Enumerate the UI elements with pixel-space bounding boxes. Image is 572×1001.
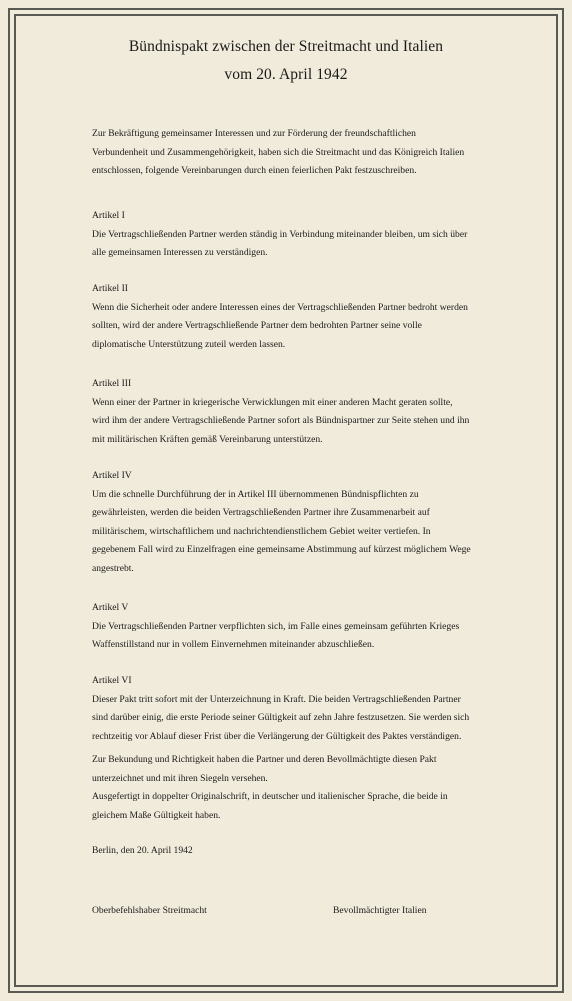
article-line: alle gemeinsamen Interessen zu verständigen. xyxy=(92,247,268,258)
article-5 xyxy=(92,599,492,655)
article-4 xyxy=(92,467,492,578)
article-line: diplomatische Unterstützung zuteil werden lassen. xyxy=(92,338,286,350)
article-2 xyxy=(92,280,492,354)
article-heading: Artikel V xyxy=(92,602,129,613)
article-line: gegebenem Fall wird zu Einzelfragen eine gemeinsame Abstimmung auf kürzest möglichem Wege xyxy=(92,544,471,555)
article-heading: Artikel I xyxy=(92,210,125,221)
closing-paragraph xyxy=(92,751,492,825)
preamble xyxy=(92,125,492,181)
article-line: wird ihm der andere Vertragschließende Partner sofort als Bündnispartner zur Seite stehen und ihn xyxy=(92,415,470,426)
document-date-title: vom 20. April 1942 xyxy=(224,66,348,83)
article-1 xyxy=(92,207,492,263)
article-line: militärischem, wirtschaftlichem und nachrichtendienstlichem Gebiet weiter vertiefen. In xyxy=(92,525,431,537)
article-line: rechtzeitig vor Ablauf dieser Frist über die Verlängerung der Gültigkeit des Paktes verständigen. xyxy=(92,730,462,742)
article-line: gewährleisten, werden die beiden Vertragschließenden Partner ihre Zusammenarbeit auf xyxy=(92,507,430,518)
article-line: mit militärischen Kräften gemäß Vereinbarung unterstützen. xyxy=(92,433,323,445)
article-6 xyxy=(92,672,492,746)
place-date: Berlin, den 20. April 1942 xyxy=(92,845,193,856)
preamble-line: Verbundenheit und Zusammengehörigkeit, haben sich die Streitmacht und das Königreich Italien xyxy=(92,146,465,158)
article-line: Die Vertragschließenden Partner verpflichten sich, im Falle eines gemeinsam geführten Krieges xyxy=(92,620,460,632)
article-heading: Artikel VI xyxy=(92,675,132,686)
signatory-left: Oberbefehlshaber Streitmacht xyxy=(92,905,207,916)
article-heading: Artikel III xyxy=(92,378,132,389)
article-3 xyxy=(92,375,492,449)
preamble-line: Zur Bekräftigung gemeinsamer Interessen und zur Förderung der freundschaftlichen xyxy=(92,128,416,139)
article-heading: Artikel II xyxy=(92,283,128,294)
article-line: Dieser Pakt tritt sofort mit der Unterzeichnung in Kraft. Die beiden Vertragschließenden Partner xyxy=(92,693,461,705)
article-line: angestrebt. xyxy=(92,562,134,574)
article-heading: Artikel IV xyxy=(92,470,132,481)
closing-line: unterzeichnet und mit ihren Siegeln versehen. xyxy=(92,772,268,784)
preamble-line: entschlossen, folgende Vereinbarungen durch einen feierlichen Pakt festzuschreiben. xyxy=(92,165,417,176)
article-line: Wenn einer der Partner in kriegerische Verwicklungen mit einer anderen Macht geraten sollte, xyxy=(92,396,453,408)
closing-line: Ausgefertigt in doppelter Originalschrift, in deutscher und italienischer Sprache, die beide in xyxy=(92,791,448,802)
closing-line: gleichem Maße Gültigkeit haben. xyxy=(92,809,221,821)
article-line: Waffenstillstand nur in vollem Einvernehmen miteinander abzuschließen. xyxy=(92,639,375,650)
article-line: Um die schnelle Durchführung der in Artikel III übernommenen Bündnispflichten zu xyxy=(92,488,419,500)
article-line: Die Vertragschließenden Partner werden ständig in Verbindung miteinander bleiben, um sich über xyxy=(92,228,468,240)
signatory-right: Bevollmächtigter Italien xyxy=(333,905,427,916)
article-line: sollten, wird der andere Vertragschließende Partner dem bedrohten Partner seine volle xyxy=(92,320,422,331)
article-line: sind darüber einig, die erste Periode seiner Gültigkeit auf zehn Jahre festzusetzen. Sie werden sich xyxy=(92,712,470,723)
article-line: Wenn die Sicherheit oder andere Interessen eines der Vertragschließenden Partner bedroht werden xyxy=(92,301,468,313)
closing-line: Zur Bekundung und Richtigkeit haben die Partner und deren Bevollmächtigte diesen Pakt xyxy=(92,754,437,765)
document-title: Bündnispakt zwischen der Streitmacht und Italien xyxy=(128,38,444,55)
